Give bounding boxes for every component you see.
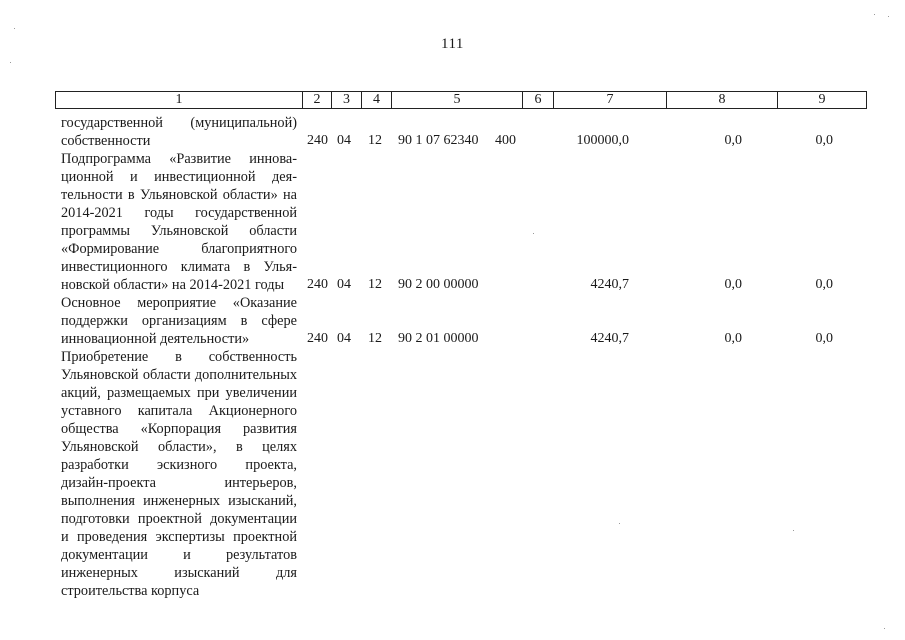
row-subsection-code: 12 [368, 133, 382, 148]
scan-speck [14, 28, 15, 29]
column-header-3: 3 [332, 92, 362, 109]
row-amount-col7: 4240,7 [590, 331, 629, 346]
row-admin-code: 240 [307, 331, 328, 346]
row-admin-code: 240 [307, 133, 328, 148]
scan-speck [888, 16, 889, 17]
row-target-article: 90 2 00 00000 [398, 277, 479, 292]
scan-speck [619, 523, 620, 524]
table-row [61, 114, 861, 150]
row-description: государственной (муниципальной) собственности [61, 115, 297, 149]
table-row [61, 348, 861, 600]
column-header-9: 9 [778, 92, 867, 109]
column-header-5: 5 [392, 92, 523, 109]
row-target-article: 90 2 01 00000 [398, 331, 479, 346]
row-subsection-code: 12 [368, 331, 382, 346]
row-amount-col9: 0,0 [815, 277, 833, 292]
table-body [61, 114, 861, 600]
page-number: 111 [441, 36, 464, 52]
column-header-2: 2 [303, 92, 332, 109]
column-header-7: 7 [554, 92, 667, 109]
row-target-article: 90 1 07 62340 [398, 133, 479, 148]
row-amount-col8: 0,0 [724, 331, 742, 346]
scan-speck [874, 14, 875, 15]
column-header-4: 4 [362, 92, 392, 109]
scan-speck [533, 233, 534, 234]
row-amount-col9: 0,0 [815, 331, 833, 346]
row-amount-col7: 4240,7 [590, 277, 629, 292]
row-subsection-code: 12 [368, 277, 382, 292]
row-description: Приобретение в собственность Ульяновской области дополнительных акций, размещаемых при увеличении уставного капитала Акционерного общества «Корпорация развития Ульяновской области», в целях разработки эскизного проекта, дизайн-проекта интерьеров, выполнения инженерных изысканий, подготовки проектной документации и проведения экспертизы проектной документации и результатов инженерных изысканий для строительства корпуса [61, 349, 297, 599]
column-header-6: 6 [523, 92, 554, 109]
scan-speck [10, 62, 11, 63]
scan-speck [793, 530, 794, 531]
row-description: Подпрограмма «Развитие инновационной и инвестиционной деятельности в Ульяновской области» на 2014-2021 годы государственной программы Ульяновской области «Формирование благоприятного инвестиционного климата в Ульяновской области» на 2014-2021 годы [61, 151, 297, 293]
column-header-8: 8 [667, 92, 778, 109]
row-amount-col8: 0,0 [724, 133, 742, 148]
row-amount-col8: 0,0 [724, 277, 742, 292]
row-expense-type: 400 [495, 133, 516, 148]
column-header-1: 1 [56, 92, 303, 109]
table-row [61, 294, 861, 348]
row-description: Основное мероприятие «Оказание поддержки организациям в сфере инновационной деятельности» [61, 295, 297, 347]
scan-speck [884, 628, 885, 629]
row-section-code: 04 [337, 133, 351, 148]
table-row [61, 150, 861, 294]
row-amount-col9: 0,0 [815, 133, 833, 148]
row-section-code: 04 [337, 331, 351, 346]
row-admin-code: 240 [307, 277, 328, 292]
column-header-table [55, 91, 867, 109]
row-amount-col7: 100000,0 [576, 133, 629, 148]
column-header-row [56, 92, 867, 109]
row-section-code: 04 [337, 277, 351, 292]
